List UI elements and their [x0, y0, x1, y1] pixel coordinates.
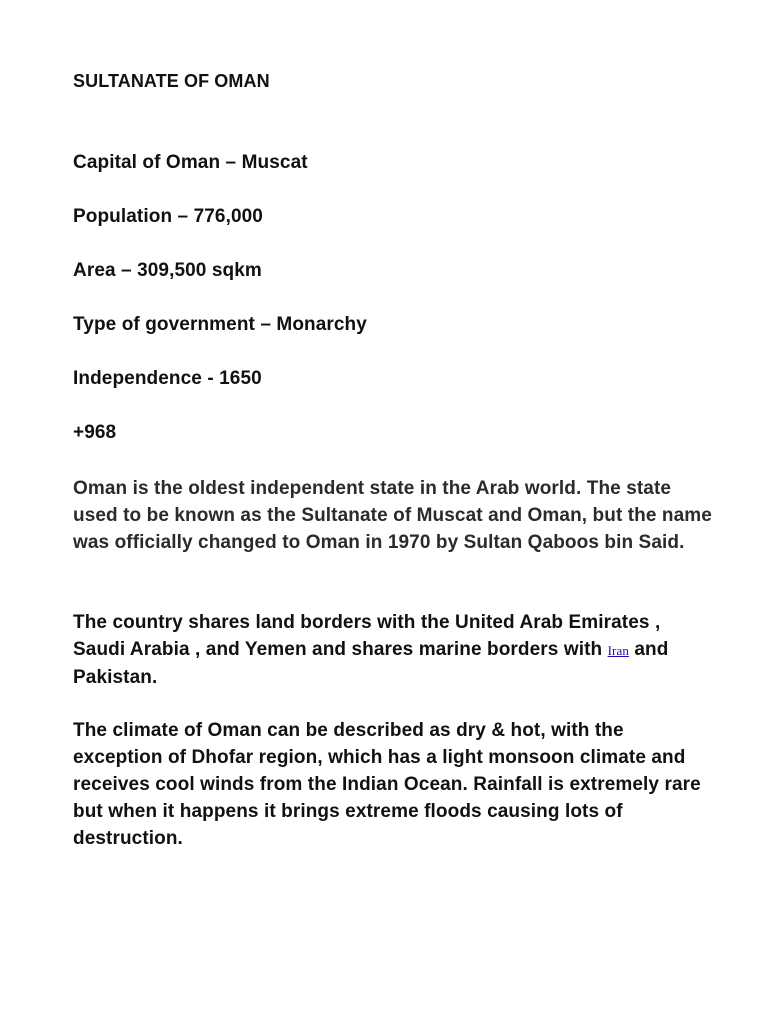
- fact-independence: Independence - 1650: [73, 368, 262, 389]
- fact-government: Type of government – Monarchy: [73, 314, 367, 335]
- paragraph-borders: [73, 609, 713, 691]
- fact-capital: Capital of Oman – Muscat: [73, 152, 308, 173]
- paragraph-history: Oman is the oldest independent state in the Arab world. The state used to be known as the Sultanate of Muscat and Oman, but the name was officially changed to Oman in 1970 by Sultan Qaboos bin Said.: [73, 478, 712, 553]
- borders-text-after-link: and Pakistan.: [73, 639, 669, 688]
- fact-population: Population – 776,000: [73, 206, 263, 227]
- iran-link[interactable]: Iran: [607, 643, 629, 658]
- borders-text-before-link: The country shares land borders with the United Arab Emirates , Saudi Arabia , and Yemen and shares marine borders with: [73, 612, 661, 660]
- fact-dialing-code: +968: [73, 422, 117, 443]
- paragraph-climate: The climate of Oman can be described as dry & hot, with the exception of Dhofar region, which has a light monsoon climate and receives cool winds from the Indian Ocean. Rainfall is extremely rare but when it happens it brings extreme floods causing lots of destruction.: [73, 720, 701, 849]
- fact-area: Area – 309,500 sqkm: [73, 260, 262, 281]
- document-title: SULTANATE OF OMAN: [73, 71, 270, 91]
